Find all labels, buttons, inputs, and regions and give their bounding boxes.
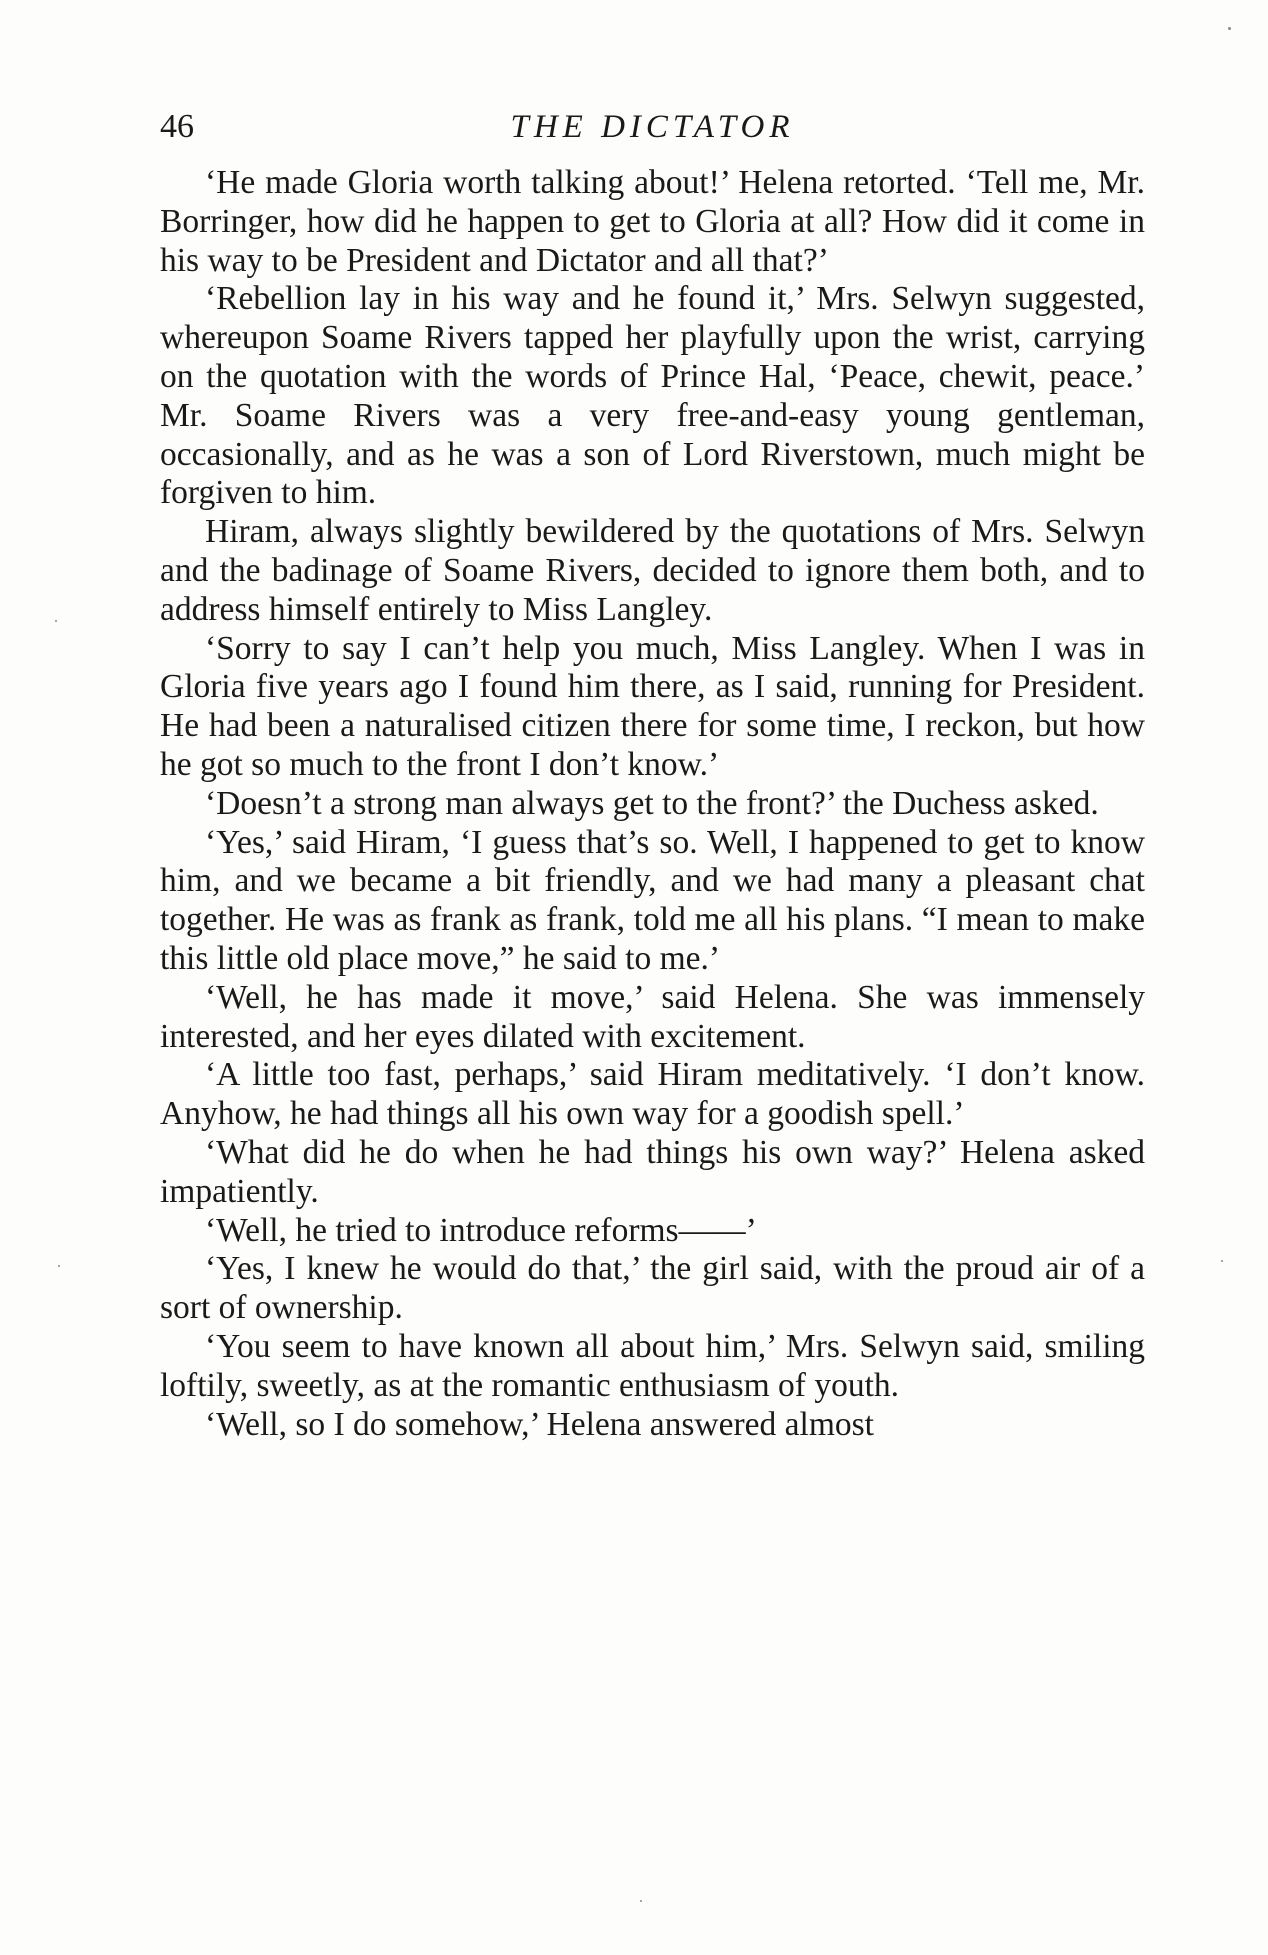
- scan-speck: [1228, 27, 1231, 30]
- paragraph: ‘Rebellion lay in his way and he found it,’ Mrs. Selwyn suggested, whereupon Soame Rivers tapped her playfully upon the wrist, carrying on the quotation with the words of Prince Hal, ‘Peace, chewit, peace.’ Mr. Soame Rivers was a very free-and-easy young gentleman, occasionally, and as he was a son of Lord Riverstown, much might be forgiven to him.: [160, 280, 1145, 512]
- paragraph: ‘Well, he tried to introduce reforms——’: [205, 1211, 757, 1249]
- paragraph: ‘What did he do when he had things his own way?’ Helena asked impatiently.: [160, 1133, 1145, 1210]
- paragraph: ‘He made Gloria worth talking about!’ Helena retorted. ‘Tell me, Mr. Borringer, how did he happen to get to Gloria at all? How did it come in his way to be President and Dictator and all that?’: [160, 164, 1145, 279]
- page-header: [160, 104, 1145, 150]
- paragraph: ‘You seem to have known all about him,’ Mrs. Selwyn said, smiling loftily, sweetly, as at the romantic enthusiasm of youth.: [160, 1327, 1145, 1404]
- paragraph: Hiram, always slightly bewildered by the quotations of Mrs. Selwyn and the badinage of Soame Rivers, decided to ignore them both, and to address himself entirely to Miss Langley.: [160, 513, 1145, 628]
- paragraph: ‘Well, he has made it move,’ said Helena. She was immensely interested, and her eyes dilated with excitement.: [160, 978, 1145, 1055]
- paragraph: ‘Well, so I do somehow,’ Helena answered almost: [205, 1405, 874, 1443]
- scan-speck: [55, 620, 57, 622]
- paragraph: ‘Yes, I knew he would do that,’ the girl said, with the proud air of a sort of ownership.: [160, 1250, 1145, 1327]
- paragraph: ‘Sorry to say I can’t help you much, Miss Langley. When I was in Gloria five years ago I found him there, as I said, running for President. He had been a naturalised citizen there for some time, I reckon, but how he got so much to the front I don’t know.’: [160, 629, 1145, 783]
- scan-speck: [58, 1265, 60, 1267]
- scan-speck: [640, 1900, 642, 1902]
- body-text: [160, 164, 1145, 1444]
- paragraph: ‘A little too fast, perhaps,’ said Hiram meditatively. ‘I don’t know. Anyhow, he had things all his own way for a goodish spell.’: [160, 1056, 1145, 1133]
- scan-speck: [1221, 1260, 1223, 1262]
- paragraph: ‘Doesn’t a strong man always get to the front?’ the Duchess asked.: [205, 784, 1099, 822]
- page-number: 46: [160, 108, 194, 145]
- paragraph: ‘Yes,’ said Hiram, ‘I guess that’s so. Well, I happened to get to know him, and we became a bit friendly, and we had many a pleasant chat together. He was as frank as frank, told me all his plans. “I mean to make this little old place move,” he said to me.’: [160, 823, 1145, 977]
- running-title: THE DICTATOR: [510, 109, 795, 145]
